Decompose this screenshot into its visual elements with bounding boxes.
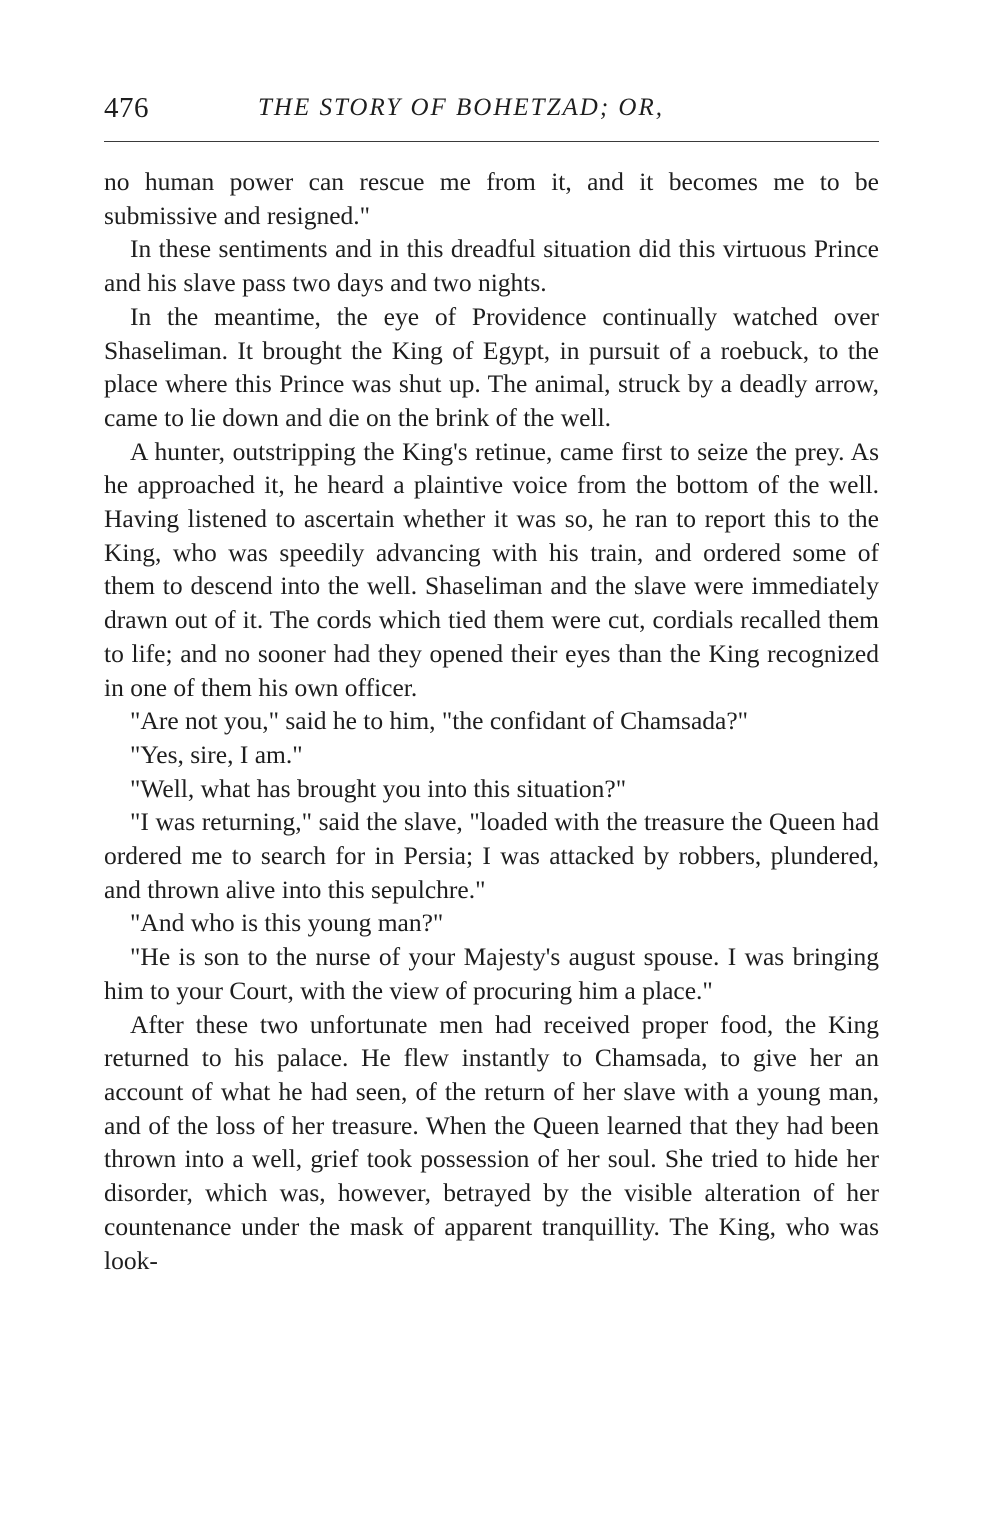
page-header	[104, 84, 879, 134]
dialogue-line: "I was returning," said the slave, "loaded with the treasure the Queen had ordered me to search for in Persia; I was attacked by robbers, plundered, and thrown alive into this sepulchre."	[104, 807, 879, 904]
dialogue-line: "And who is this young man?"	[130, 908, 444, 938]
page-number: 476	[104, 92, 149, 124]
running-head: THE STORY OF BOHETZAD; OR,	[258, 94, 664, 121]
paragraph: In the meantime, the eye of Providence continually watched over Shaseliman. It brought the King of Egypt, in pursuit of a roebuck, to the place where this Prince was shut up. The animal, struck by a deadly arrow, came to lie down and die on the brink of the well.	[104, 301, 879, 432]
dialogue-line: "He is son to the nurse of your Majesty's august spouse. I was bringing him to your Court, with the view of procuring him a place."	[104, 942, 879, 1005]
body-text	[104, 165, 879, 1277]
header-rule	[104, 141, 879, 142]
paragraph-continued: no human power can rescue me from it, and it becomes me to be submissive and resigned."	[104, 167, 879, 230]
dialogue-line: "Yes, sire, I am."	[130, 739, 303, 769]
paragraph: A hunter, outstripping the King's retinue, came first to seize the prey. As he approached it, he heard a plaintive voice from the bottom of the well. Having listened to ascertain whether it was so, he ran to report this to the King, who was speedily advancing with his train, and ordered some of them to descend into the well. Shaseliman and the slave were immediately drawn out of it. The cords which tied them were cut, cordials recalled them to life; and no sooner had they opened their eyes than the King recognized in one of them his own officer.	[104, 436, 879, 702]
dialogue-line: "Well, what has brought you into this situation?"	[130, 773, 627, 803]
dialogue-line: "Are not you," said he to him, "the confidant of Chamsada?"	[130, 706, 749, 736]
paragraph: In these sentiments and in this dreadful situation did this virtuous Prince and his slave pass two days and two nights.	[104, 234, 879, 298]
paragraph: After these two unfortunate men had received proper food, the King returned to his palace. He flew instantly to Chamsada, to give her an account of what he had seen, of the return of her slave with a young man, and of the loss of her treasure. When the Queen learned that they had been thrown into a well, grief took possession of her soul. She tried to hide her disorder, which was, however, betrayed by the visible alteration of her countenance under the mask of apparent tranquillity. The King, who was look-	[104, 1009, 879, 1275]
